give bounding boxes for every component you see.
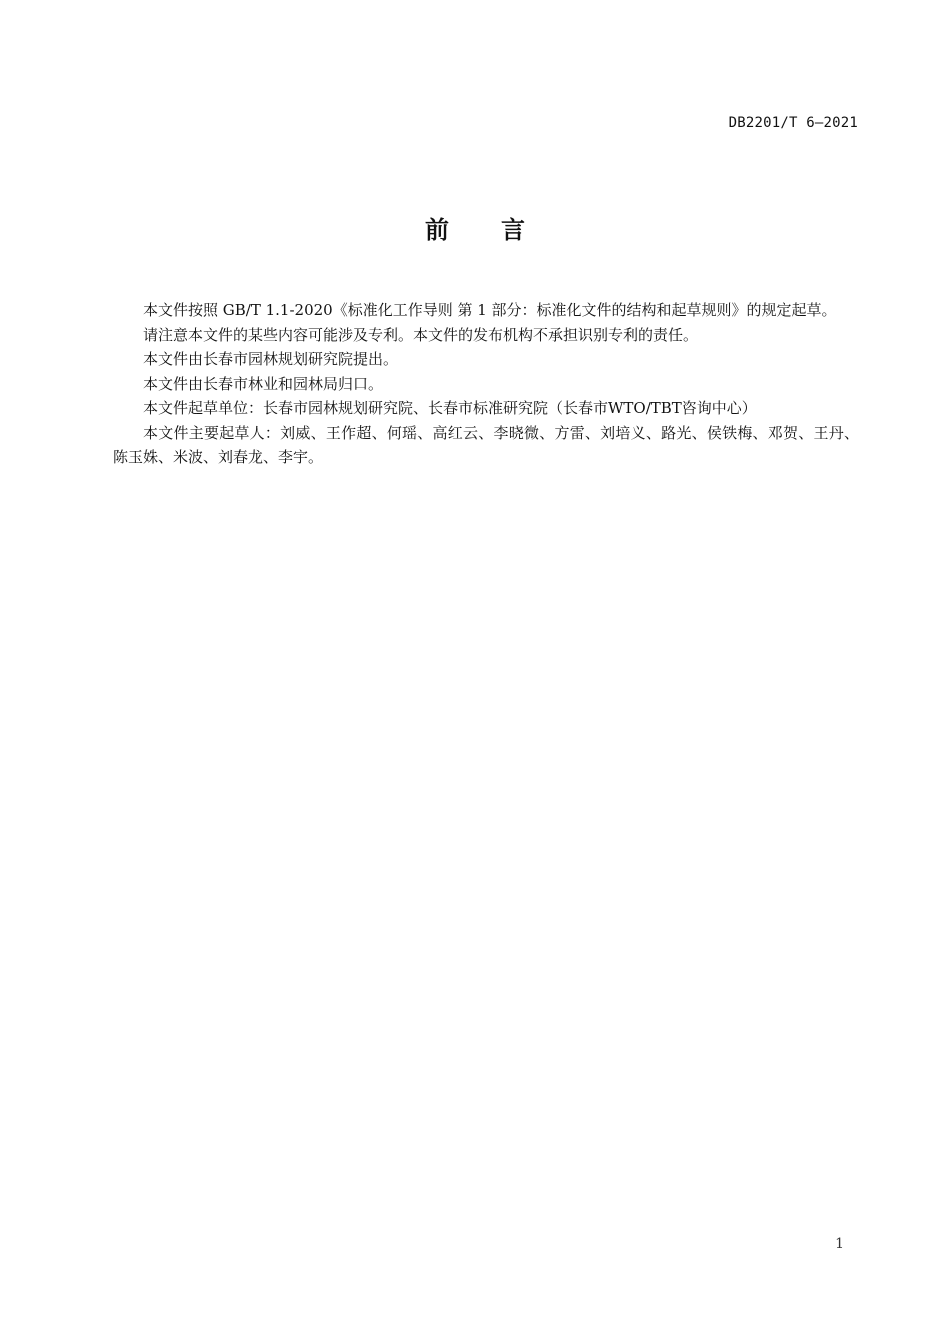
paragraph-proposer: 本文件由长春市园林规划研究院提出。 — [143, 350, 399, 368]
paragraph-drafting-units: 本文件起草单位：长春市园林规划研究院、长春市标准研究院（长春市WTO/TBT咨询中心） — [143, 399, 757, 417]
foreword-body — [113, 298, 859, 470]
document-code: DB2201/T 6—2021 — [728, 115, 858, 131]
page-number: 1 — [835, 1236, 844, 1252]
paragraph-centralized-by: 本文件由长春市林业和园林局归口。 — [143, 374, 384, 393]
paragraph-drafters: 本文件主要起草人：刘威、王作超、何瑶、高红云、李晓微、方雷、刘培义、路光、侯铁梅、邓贺、王丹、陈玉姝、米波、刘春龙、李宇。 — [113, 423, 859, 466]
page-title: 前言 — [425, 216, 577, 244]
paragraph-drafting-rules: 本文件按照 GB/T 1.1-2020《标准化工作导则 第 1 部分：标准化文件的结构和起草规则》的规定起草。 — [143, 301, 837, 319]
paragraph-patent-notice: 请注意本文件的某些内容可能涉及专利。本文件的发布机构不承担识别专利的责任。 — [143, 325, 699, 344]
